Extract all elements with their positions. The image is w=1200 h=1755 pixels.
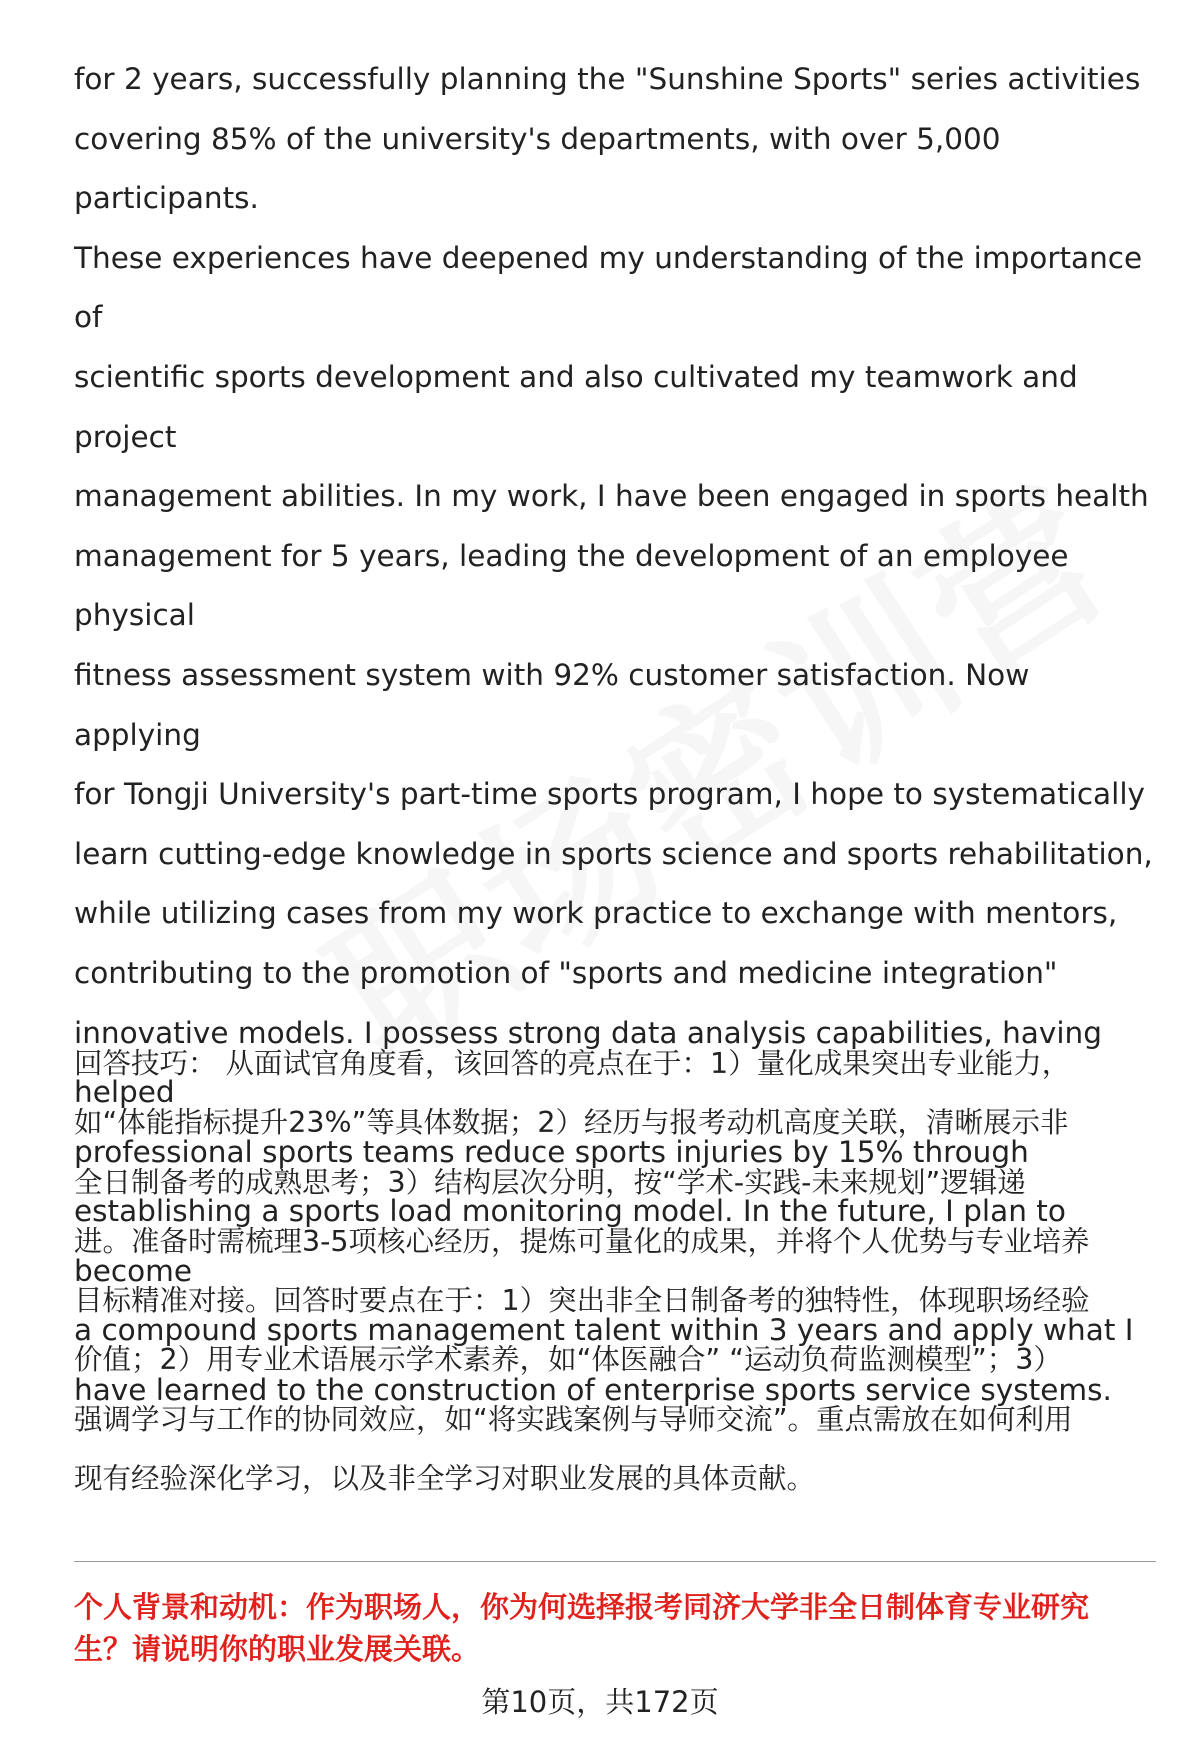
answer-tips-paragraph: 回答技巧： 从面试官角度看，该回答的亮点在于：1）量化成果突出专业能力， 如“体能指标提升23%”等具体数据；2）经历与报考动机高度关联，清晰展示非 全日制备考的成熟思考；3）结构层次分明，按“学术-实践-未来规划”逻辑递 进。准备时需梳理3-5项核心经历，提炼可量化的成果，并将个人优势与专业培养 目标精准对接。回答时要点在于：1）突出非全日制备考的独特性，体现职场经验 价值；2）用专业术语展示学术素养，如“体医融合” “运动负荷监测模型”；3） 强调学习与工作的协同效应，如“将实践案例与导师交流”。重点需放在如何利用 现有经验深化学习，以及非全学习对职业发展的具体贡献。	[74, 1047, 1090, 1496]
page-number: 第10页，共172页	[481, 1685, 719, 1719]
next-question-heading: 个人背景和动机：作为职场人，你为何选择报考同济大学非全日制体育专业研究 生？请说明你的职业发展关联。	[74, 1590, 1090, 1666]
section-divider	[74, 1561, 1156, 1562]
english-answer-paragraph: for 2 years, successfully planning the "Sunshine Sports" series activities covering 85% of the university's departments, with over 5,000 participants. These experiences have deepened my understanding of the importance of scientific sports development and also cultivated my teamwork and project management abilities. In my work, I have been engaged in sports health management for 5 years, leading the development of an employee physical fitness assessment system with 92% customer satisfaction. Now applying for Tongji University's part-time sports program, I hope to systematically learn cutting-edge knowledge in sports science and sports rehabilitation, while utilizing cases from my work practice to exchange with mentors, contributing to the promotion of "sports and medicine integration" innovative models. I possess strong data analysis capabilities, having helped professional sports teams reduce sports injuries by 15% through establishing a sports load monitoring model. In the future, I plan to become a compound sports management talent within 3 years and apply what I have learned to the construction of enterprise sports service systems.	[74, 62, 1153, 1408]
